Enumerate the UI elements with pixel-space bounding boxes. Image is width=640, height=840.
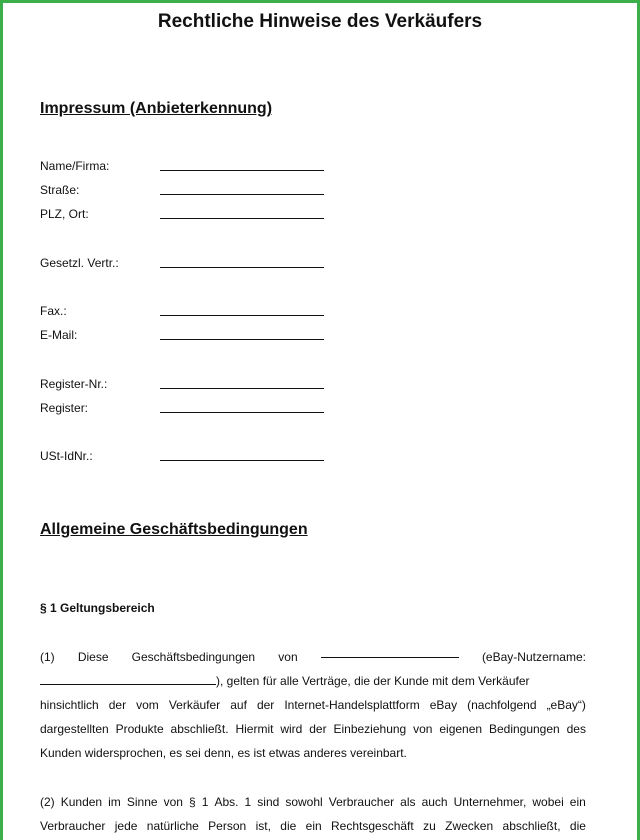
word: 1	[201, 795, 209, 809]
word: jede	[114, 819, 138, 833]
word: der	[309, 722, 327, 736]
field-label: E-Mail:	[40, 328, 78, 342]
word: Einbeziehung	[333, 722, 407, 736]
section-1-title: § 1 Geltungsbereich	[40, 601, 155, 615]
paragraph-line	[40, 693, 586, 717]
word: 1	[244, 795, 252, 809]
word: dargestellten	[40, 722, 109, 736]
word: ein	[305, 819, 322, 833]
word: hinsichtlich	[40, 698, 99, 712]
word: der	[256, 698, 275, 712]
word: sind	[257, 795, 280, 809]
word: des	[566, 722, 586, 736]
word: im	[108, 795, 121, 809]
word: abschließt,	[502, 819, 561, 833]
word: Internet-Handelsplattform	[284, 698, 420, 712]
fill-in-line	[160, 194, 324, 195]
field-label: PLZ, Ort:	[40, 207, 89, 221]
word: Diese	[77, 650, 109, 664]
fill-in-line	[160, 218, 324, 219]
paragraph-line	[40, 669, 586, 693]
word: Verbraucher	[40, 819, 106, 833]
field-label: Fax.:	[40, 304, 67, 318]
field-label: Gesetzl. Vertr.:	[40, 256, 119, 270]
word: Rechtsgeschäft	[331, 819, 414, 833]
word: Abs.	[214, 795, 239, 809]
word: (2)	[40, 795, 55, 809]
fill-in-line	[321, 645, 459, 658]
word: zu	[423, 819, 436, 833]
word: der	[108, 698, 127, 712]
fill-in-line	[160, 460, 324, 461]
word: Person	[208, 819, 247, 833]
agb-heading: Allgemeine Geschäftsbedingungen	[40, 521, 308, 538]
paragraph-1	[40, 645, 586, 765]
word: Unternehmer,	[453, 795, 527, 809]
fill-in-line	[160, 412, 324, 413]
word: ist,	[255, 819, 271, 833]
word: natürliche	[146, 819, 199, 833]
fill-in-line	[160, 339, 324, 340]
word: die	[569, 819, 586, 833]
word: wird	[280, 722, 303, 736]
fill-in-line	[160, 315, 324, 316]
word: Geschäftsbedingungen	[131, 650, 256, 664]
field-label: Register-Nr.:	[40, 377, 108, 391]
paragraph-line	[40, 717, 586, 741]
line-text: ), gelten für alle Verträge, die der Kunde mit dem Verkäufer	[216, 674, 530, 688]
word: wobei	[532, 795, 564, 809]
field-label: Straße:	[40, 183, 80, 197]
word: sowohl	[285, 795, 323, 809]
paragraph-2	[40, 790, 586, 838]
word: §	[189, 795, 196, 809]
word: Verkäufer	[168, 698, 221, 712]
word: ein	[569, 795, 586, 809]
word: von	[163, 795, 183, 809]
paragraph-line	[40, 790, 586, 814]
word: als	[400, 795, 416, 809]
fill-in-line	[160, 388, 324, 389]
word: Sinne	[126, 795, 158, 809]
impressum-heading: Impressum (Anbieterkennung)	[40, 100, 273, 117]
fill-in-line	[40, 672, 216, 685]
word: eBay	[429, 698, 458, 712]
fill-in-line	[160, 170, 324, 171]
word: Bedingungen	[488, 722, 560, 736]
word: von	[278, 650, 298, 664]
word: vom	[136, 698, 159, 712]
word: (eBay-Nutzername:	[481, 650, 586, 664]
word: auf	[230, 698, 247, 712]
word: Produkte	[115, 722, 164, 736]
field-label: Register:	[40, 401, 89, 415]
field-label: USt-IdNr.:	[40, 449, 93, 463]
word: von	[413, 722, 433, 736]
word: Verbraucher	[328, 795, 395, 809]
word: eigenen	[439, 722, 483, 736]
word: Hiermit	[235, 722, 274, 736]
word: „eBay“)	[546, 698, 586, 712]
word: (nachfolgend	[467, 698, 537, 712]
word: die	[280, 819, 297, 833]
paragraph-line	[40, 645, 586, 669]
word: auch	[421, 795, 448, 809]
word: abschließt.	[170, 722, 229, 736]
paragraph-line	[40, 814, 586, 838]
field-label: Name/Firma:	[40, 159, 110, 173]
paragraph-line: Kunden widersprochen, es sei denn, es ist etwas anderes vereinbart.	[40, 746, 407, 760]
fill-in-line	[160, 267, 324, 268]
word: (1)	[40, 650, 55, 664]
word: Zwecken	[445, 819, 494, 833]
document-title: Rechtliche Hinweise des Verkäufers	[157, 11, 483, 32]
word: Kunden	[60, 795, 103, 809]
